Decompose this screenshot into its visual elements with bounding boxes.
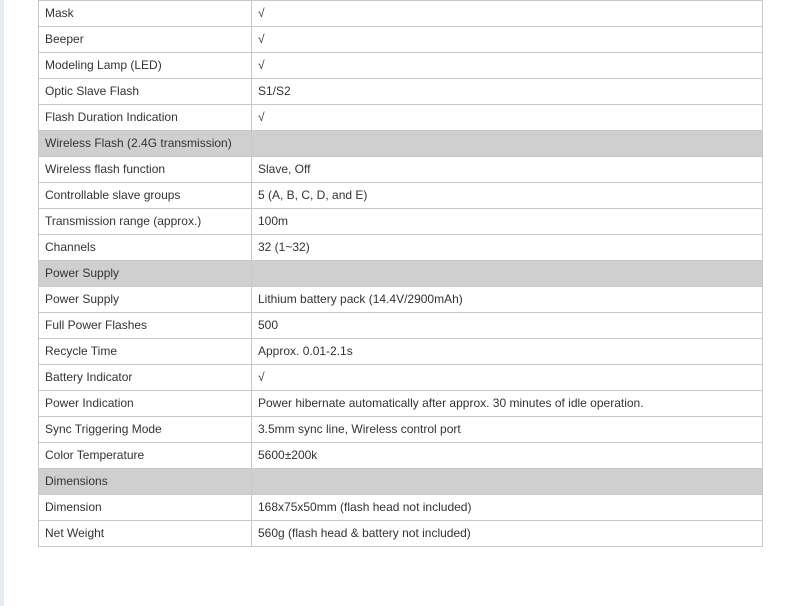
- spec-value: √: [252, 53, 763, 79]
- spec-value: 3.5mm sync line, Wireless control port: [252, 417, 763, 443]
- spec-value: Power hibernate automatically after approx. 30 minutes of idle operation.: [252, 391, 763, 417]
- table-row: [39, 313, 763, 339]
- spec-value: 5 (A, B, C, D, and E): [252, 183, 763, 209]
- table-row: [39, 417, 763, 443]
- spec-label: Color Temperature: [39, 443, 252, 469]
- table-row: [39, 339, 763, 365]
- table-row: [39, 105, 763, 131]
- section-header-row: [39, 261, 763, 287]
- table-row: [39, 391, 763, 417]
- spec-label: Net Weight: [39, 521, 252, 547]
- spec-label: Battery Indicator: [39, 365, 252, 391]
- table-row: [39, 183, 763, 209]
- section-title: Wireless Flash (2.4G transmission): [39, 131, 252, 157]
- section-value: [252, 469, 763, 495]
- spec-value: √: [252, 1, 763, 27]
- spec-label: Channels: [39, 235, 252, 261]
- spec-label: Power Supply: [39, 287, 252, 313]
- spec-value: S1/S2: [252, 79, 763, 105]
- table-row: [39, 27, 763, 53]
- table-row: [39, 79, 763, 105]
- spec-value: Lithium battery pack (14.4V/2900mAh): [252, 287, 763, 313]
- page-left-edge: [0, 0, 4, 606]
- section-title: Dimensions: [39, 469, 252, 495]
- section-value: [252, 131, 763, 157]
- table-row: [39, 365, 763, 391]
- table-row: [39, 157, 763, 183]
- spec-value: √: [252, 105, 763, 131]
- section-title: Power Supply: [39, 261, 252, 287]
- spec-label: Full Power Flashes: [39, 313, 252, 339]
- section-header-row: [39, 469, 763, 495]
- spec-label: Beeper: [39, 27, 252, 53]
- table-row: [39, 443, 763, 469]
- table-row: [39, 521, 763, 547]
- table-row: [39, 209, 763, 235]
- spec-value: Slave, Off: [252, 157, 763, 183]
- spec-label: Transmission range (approx.): [39, 209, 252, 235]
- spec-label: Dimension: [39, 495, 252, 521]
- spec-label: Sync Triggering Mode: [39, 417, 252, 443]
- table-row: [39, 235, 763, 261]
- spec-value: 5600±200k: [252, 443, 763, 469]
- table-row: [39, 53, 763, 79]
- spec-label: Optic Slave Flash: [39, 79, 252, 105]
- spec-value: Approx. 0.01-2.1s: [252, 339, 763, 365]
- spec-label: Controllable slave groups: [39, 183, 252, 209]
- spec-label: Mask: [39, 1, 252, 27]
- spec-value: 500: [252, 313, 763, 339]
- section-value: [252, 261, 763, 287]
- spec-value: 168x75x50mm (flash head not included): [252, 495, 763, 521]
- spec-label: Modeling Lamp (LED): [39, 53, 252, 79]
- section-header-row: [39, 131, 763, 157]
- table-row: [39, 495, 763, 521]
- spec-label: Power Indication: [39, 391, 252, 417]
- spec-value: √: [252, 27, 763, 53]
- spec-value: 32 (1~32): [252, 235, 763, 261]
- specifications-table: [38, 0, 763, 547]
- spec-value: 100m: [252, 209, 763, 235]
- spec-label: Wireless flash function: [39, 157, 252, 183]
- table-row: [39, 1, 763, 27]
- table-row: [39, 287, 763, 313]
- spec-label: Flash Duration Indication: [39, 105, 252, 131]
- spec-value: √: [252, 365, 763, 391]
- spec-value: 560g (flash head & battery not included): [252, 521, 763, 547]
- spec-label: Recycle Time: [39, 339, 252, 365]
